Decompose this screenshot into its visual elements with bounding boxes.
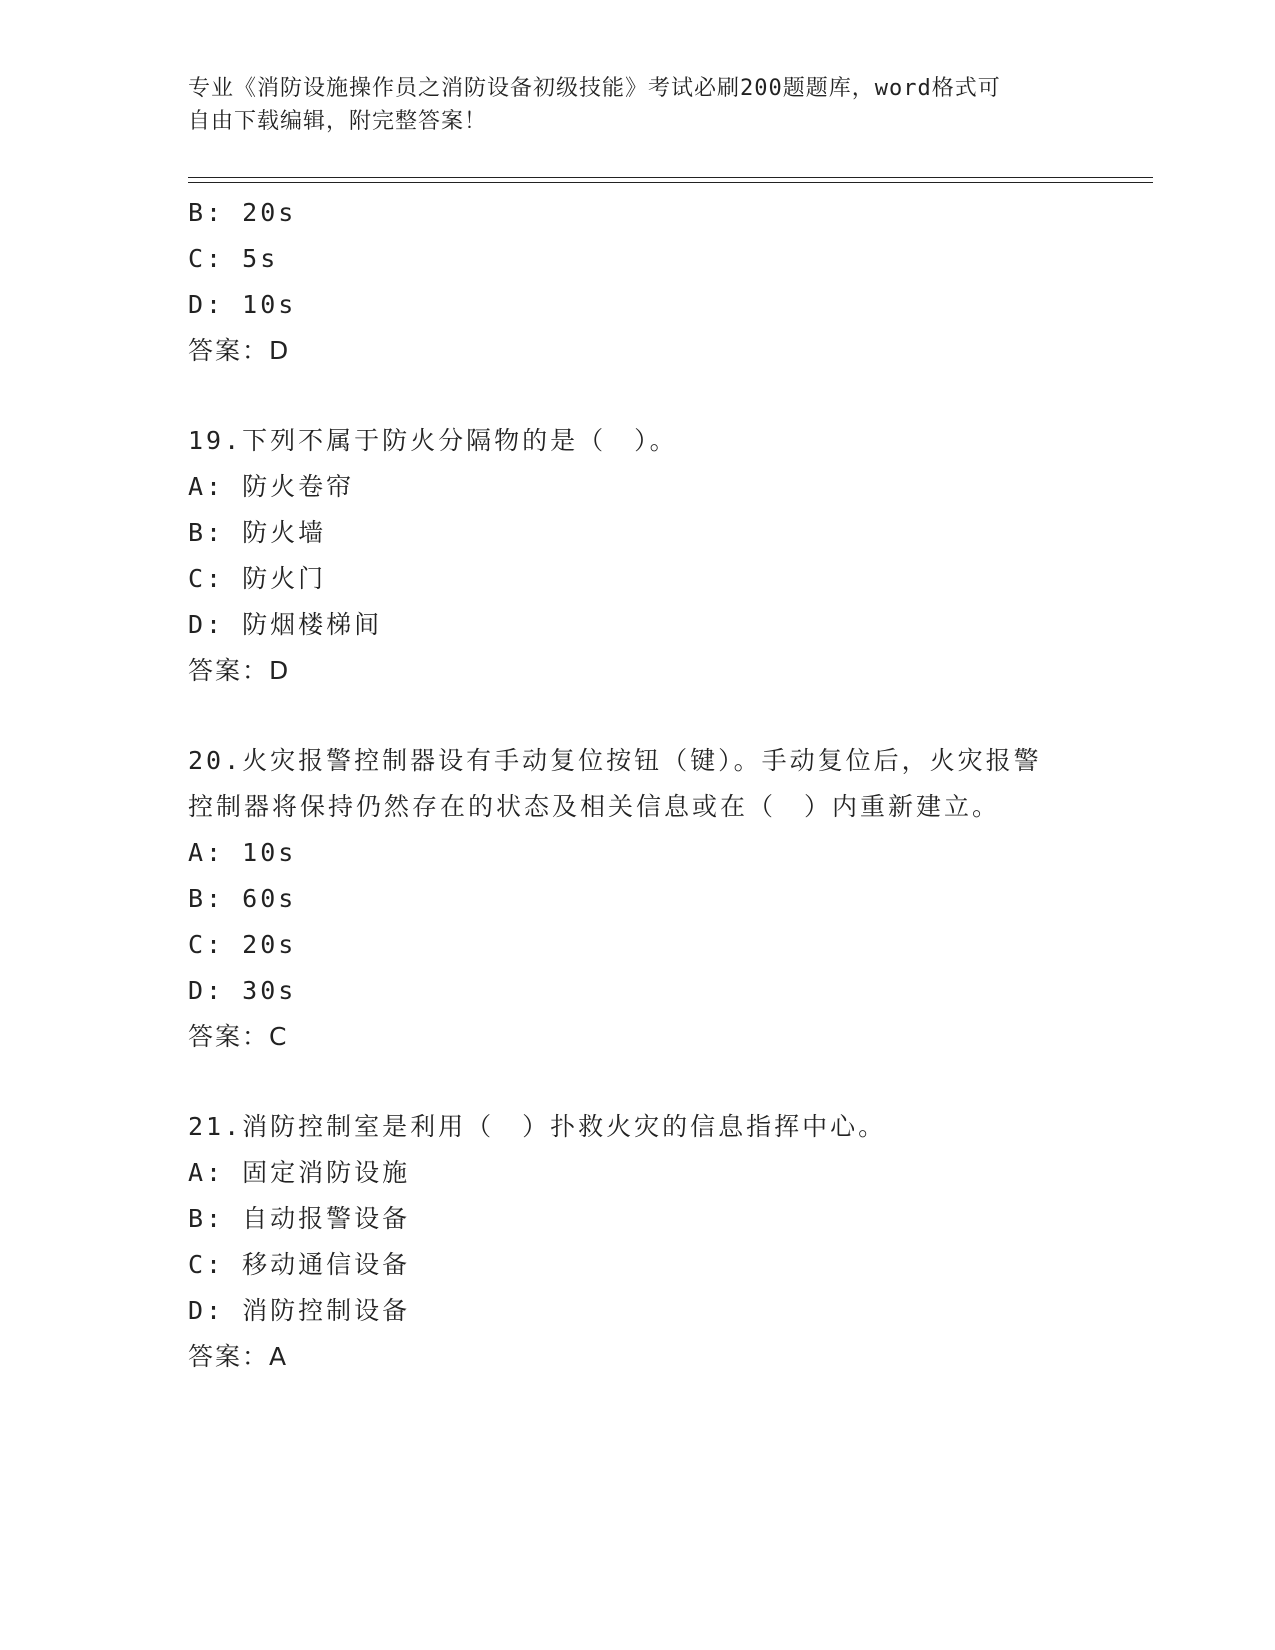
answer-line: 答案：D [188,656,291,685]
question-19 [188,418,1088,694]
question-stem: 21.消防控制室是利用（ ）扑救火灾的信息指挥中心。 [188,1112,887,1141]
question-20 [188,738,1088,1060]
option-b: B: 20s [188,198,297,227]
option-c: C: 20s [188,930,297,959]
option-c: C: 移动通信设备 [188,1250,411,1279]
option-c: C: 5s [188,244,279,273]
option-d: D: 防烟楼梯间 [188,610,383,639]
option-a: A: 固定消防设施 [188,1158,411,1187]
option-b: B: 自动报警设备 [188,1204,411,1233]
answer-line: 答案：C [188,1022,289,1051]
option-d: D: 10s [188,290,297,319]
question-18-continued [188,190,1088,374]
header-line-1: 专业《消防设施操作员之消防设备初级技能》考试必刷200题题库，word格式可 [188,76,1001,101]
option-b: B: 防火墙 [188,518,327,547]
option-a: A: 防火卷帘 [188,472,355,501]
answer-line: 答案：D [188,336,291,365]
question-stem-line-2: 控制器将保持仍然存在的状态及相关信息或在（ ）内重新建立。 [188,792,1001,821]
header-divider-top [188,177,1153,178]
option-a: A: 10s [188,838,297,867]
option-c: C: 防火门 [188,564,327,593]
option-d: D: 30s [188,976,297,1005]
question-stem-line-1: 20.火灾报警控制器设有手动复位按钮（键）。手动复位后，火灾报警 [188,746,1042,775]
question-content [188,190,1088,1380]
answer-line: 答案：A [188,1342,289,1371]
option-d: D: 消防控制设备 [188,1296,411,1325]
option-b: B: 60s [188,884,297,913]
question-21 [188,1104,1088,1380]
header-divider-bottom [188,182,1153,183]
header-line-2: 自由下载编辑，附完整答案！ [188,109,488,134]
document-header [188,72,1088,138]
question-stem: 19.下列不属于防火分隔物的是（ ）。 [188,426,678,455]
